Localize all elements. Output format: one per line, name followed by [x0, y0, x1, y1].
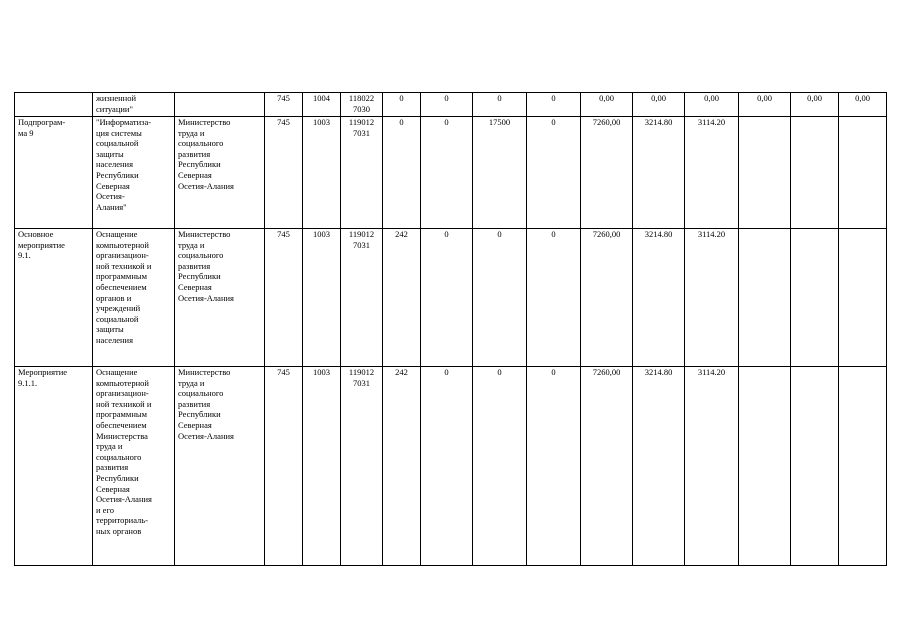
cell-value-9 [839, 117, 887, 229]
cell-csr: 119012 7031 [341, 367, 383, 566]
cell-title: Оснащение компьютерной организацион- ной техникой и программным обеспечением Министерства труда и социального развития Республики Северная Осетия-Алания и его территориаль- ных органов [93, 367, 175, 566]
cell-value-3: 0 [527, 117, 581, 229]
cell-csr: 119012 7031 [341, 229, 383, 367]
cell-executor: Министерство труда и социального развития Республики Северная Осетия-Алания [175, 229, 265, 367]
cell-value-6: 0,00 [685, 93, 739, 117]
cell-value-5: 3214.80 [633, 229, 685, 367]
cell-value-1: 0 [421, 367, 473, 566]
cell-name: Подпрограм- ма 9 [15, 117, 93, 229]
cell-rzpr: 1004 [303, 93, 341, 117]
cell-vr: 242 [383, 229, 421, 367]
cell-value-4: 7260,00 [581, 117, 633, 229]
cell-value-2: 0 [473, 367, 527, 566]
cell-value-9 [839, 229, 887, 367]
cell-rzpr: 1003 [303, 367, 341, 566]
cell-value-3: 0 [527, 229, 581, 367]
cell-csr: 118022 7030 [341, 93, 383, 117]
cell-value-9: 0,00 [839, 93, 887, 117]
cell-value-9 [839, 367, 887, 566]
cell-value-2: 0 [473, 93, 527, 117]
cell-executor: Министерство труда и социального развития Республики Северная Осетия-Алания [175, 367, 265, 566]
cell-value-1: 0 [421, 93, 473, 117]
cell-value-8: 0,00 [791, 93, 839, 117]
cell-value-5: 0,00 [633, 93, 685, 117]
cell-value-3: 0 [527, 367, 581, 566]
cell-executor [175, 93, 265, 117]
cell-vr: 0 [383, 117, 421, 229]
cell-name: Мероприятие 9.1.1. [15, 367, 93, 566]
cell-value-4: 7260,00 [581, 367, 633, 566]
table-row [15, 229, 887, 367]
cell-value-1: 0 [421, 229, 473, 367]
cell-value-1: 0 [421, 117, 473, 229]
cell-value-7: 0,00 [739, 93, 791, 117]
cell-value-8 [791, 229, 839, 367]
cell-name [15, 93, 93, 117]
cell-rzpr: 1003 [303, 117, 341, 229]
cell-grbs: 745 [265, 93, 303, 117]
cell-value-7 [739, 229, 791, 367]
program-table [14, 92, 887, 566]
table-row [15, 117, 887, 229]
cell-vr: 0 [383, 93, 421, 117]
cell-value-5: 3214.80 [633, 117, 685, 229]
cell-title: Оснащение компьютерной организацион- ной техникой и программным обеспечением органов и учреждений социальной защиты населения [93, 229, 175, 367]
cell-vr: 242 [383, 367, 421, 566]
table-row [15, 93, 887, 117]
cell-value-4: 0,00 [581, 93, 633, 117]
cell-value-3: 0 [527, 93, 581, 117]
table-row [15, 367, 887, 566]
cell-rzpr: 1003 [303, 229, 341, 367]
cell-executor: Министерство труда и социального развития Республики Северная Осетия-Алания [175, 117, 265, 229]
cell-grbs: 745 [265, 117, 303, 229]
cell-title: жизненной ситуации" [93, 93, 175, 117]
cell-title: "Информатиза- ция системы социальной защиты населения Республики Северная Осетия- Алания" [93, 117, 175, 229]
cell-value-4: 7260,00 [581, 229, 633, 367]
cell-name: Основное мероприятие 9.1. [15, 229, 93, 367]
cell-value-2: 0 [473, 229, 527, 367]
cell-value-7 [739, 117, 791, 229]
cell-value-6: 3114.20 [685, 229, 739, 367]
cell-value-5: 3214.80 [633, 367, 685, 566]
cell-value-8 [791, 367, 839, 566]
cell-value-7 [739, 367, 791, 566]
cell-value-2: 17500 [473, 117, 527, 229]
cell-value-6: 3114.20 [685, 117, 739, 229]
cell-value-8 [791, 117, 839, 229]
cell-grbs: 745 [265, 367, 303, 566]
cell-value-6: 3114.20 [685, 367, 739, 566]
cell-csr: 119012 7031 [341, 117, 383, 229]
cell-grbs: 745 [265, 229, 303, 367]
